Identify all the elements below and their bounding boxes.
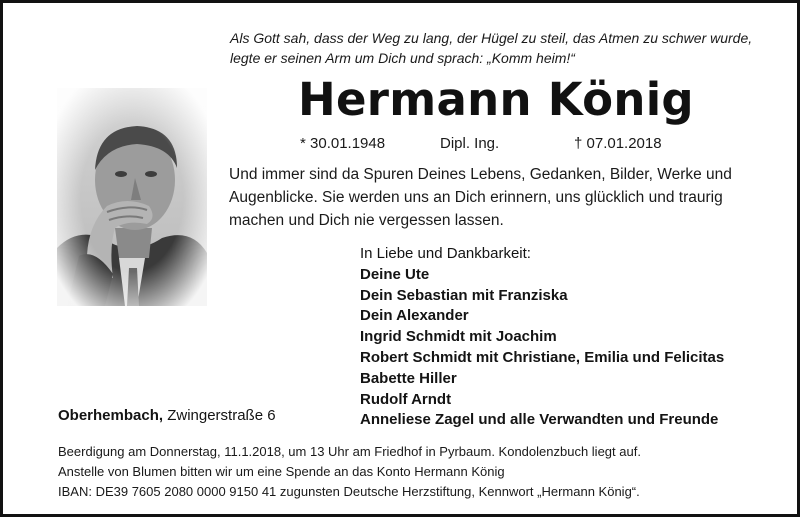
deceased-name: Hermann König (298, 73, 694, 126)
memorial-text-line: Und immer sind da Spuren Deines Lebens, Gedanken, Bilder, Werke und (229, 166, 732, 183)
portrait-photo (57, 88, 207, 306)
address-place: Oberhembach, (58, 407, 164, 424)
mourner-name: Dein Alexander (360, 307, 469, 325)
quote-verse (230, 28, 770, 68)
family-address (58, 406, 276, 426)
funeral-notice-line: IBAN: DE39 7605 2080 0000 9150 41 zugunsten Deutsche Herzstiftung, Kennwort „Hermann König“. (58, 484, 640, 499)
quote-line-2: legte er seinen Arm um Dich und sprach: „Komm heim!“ (230, 50, 575, 66)
death-date: † 07.01.2018 (574, 135, 662, 152)
mourner-name: Ingrid Schmidt mit Joachim (360, 328, 557, 346)
funeral-notice-line: Anstelle von Blumen bitten wir um eine Spende an das Konto Hermann König (58, 464, 505, 479)
funeral-notice-line: Beerdigung am Donnerstag, 11.1.2018, um 13 Uhr am Friedhof in Pyrbaum. Kondolenzbuch liegt auf. (58, 444, 641, 459)
mourner-name: Deine Ute (360, 265, 430, 283)
mourner-name: Robert Schmidt mit Christiane, Emilia und Felicitas (360, 348, 725, 366)
memorial-text-line: Augenblicke. Sie werden uns an Dich erinnern, uns glücklich und traurig (229, 189, 723, 206)
quote-line-1: Als Gott sah, dass der Weg zu lang, der Hügel zu steil, das Atmen zu schwer wurde, (230, 30, 753, 46)
academic-title: Dipl. Ing. (440, 135, 500, 152)
mourner-name: Rudolf Arndt (360, 390, 452, 408)
mourner-name: Dein Sebastian mit Franziska (360, 286, 568, 304)
address-street: Zwingerstraße 6 (163, 407, 276, 424)
mourner-name: Anneliese Zagel und alle Verwandten und Freunde (360, 411, 719, 429)
memorial-text-line: machen und Dich nie vergessen lassen. (229, 212, 504, 229)
birth-date: * 30.01.1948 (300, 135, 386, 152)
mourner-name: Babette Hiller (360, 369, 457, 387)
mourners-list (360, 244, 780, 431)
memorial-text (229, 163, 759, 232)
funeral-notice (58, 442, 778, 502)
mourners-intro: In Liebe und Dankbarkeit: (360, 245, 531, 262)
